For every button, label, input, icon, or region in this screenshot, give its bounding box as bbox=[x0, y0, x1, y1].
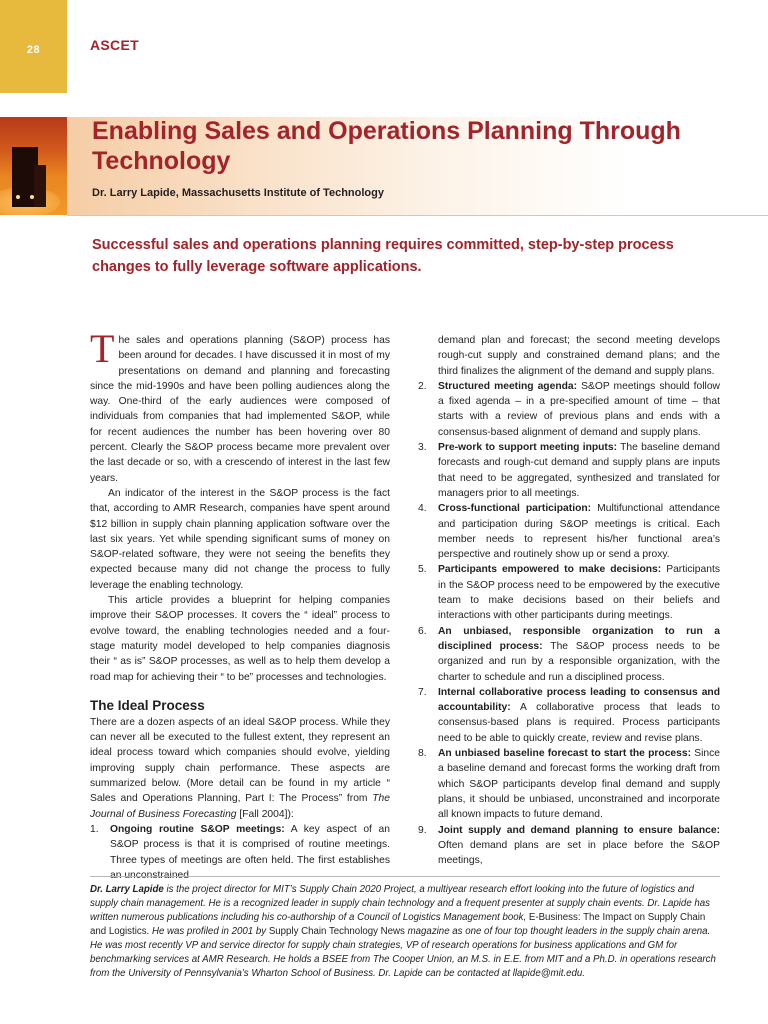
list-item-text: Often demand plans are set in place before the S&OP meetings, bbox=[438, 839, 720, 867]
list-item-heading: Internal collaborative process leading to consensus and accountability: bbox=[438, 686, 720, 714]
bio-divider bbox=[90, 876, 720, 877]
author-bio bbox=[90, 883, 720, 981]
section-label: ASCET bbox=[90, 37, 139, 53]
bio-text: magazine as one of four top thought leaders in the supply chain arena. He was most recently VP and service director for supply chain strategies, VP of research operations for business applications and GM for benchmarking services at AMR Research. He holds a BSEE from The Cooper Union, an M.S. in E.E. from MIT and a Ph.D. in operations research from the University of Pennsylvania’s Wharton School of Business. Dr. Lapide can be contacted at llapide@mit.edu. bbox=[90, 926, 716, 979]
bio-author-name: Dr. Larry Lapide bbox=[90, 884, 164, 895]
list-number: 1. bbox=[90, 823, 99, 835]
list-item-continued bbox=[418, 333, 720, 379]
intro-text: he sales and operations planning (S&OP) process has been around for decades. I have discussed it in most of my presentations on demand and planning and forecasting since the mid-1990s and have been polling audiences along the way. One-third of the early audiences were composed of individuals from companies that had implemented S&OP, while for recent audiences the number has been hovering over 80 percent. Clearly the S&OP process became more prevalent over the last decade or so, with a crescendo of interest in the last few years. bbox=[90, 335, 390, 484]
list-item-text: demand plan and forecast; the second meeting develops rough-cut supply and constrained demand plans; and the third finalizes the alignment of the demand and supply plans. bbox=[438, 335, 720, 377]
body-paragraph: This article provides a blueprint for helping companies improve their S&OP processes. It covers the “ ideal” process to evolve toward, the enabling technologies needed and a four-stage maturity model developed to help companies diagnosis their “ as is” S&OP processes, as well as to help them develop a road map for achieving their “ to be” processes and technologies. bbox=[90, 595, 390, 683]
body-paragraph bbox=[90, 715, 390, 822]
page-number: 28 bbox=[26, 44, 41, 56]
bio-text: is the project director for MIT’s Supply Chain 2020 Project, a multiyear research effort looking into the future of logistics and supply chain management. He is a recognized leader in supply chain technology and a frequent presenter at supply chain events. Dr. Lapide has written numerous publications including his co-authorship of a Council of Logistics Management book, bbox=[90, 884, 711, 923]
bio-magazine-title: Supply Chain Technology News bbox=[268, 926, 405, 937]
photo-truck-trailer bbox=[34, 165, 46, 207]
list-item bbox=[418, 562, 720, 623]
list-item-text: S&OP meetings should follow a fixed agenda – in a pre-specified amount of time – that starts with a review of previous plans and ends with a consensus-based alignment of demand and supply plans. bbox=[438, 380, 720, 438]
list-item bbox=[418, 501, 720, 562]
photo-headlight bbox=[16, 195, 20, 199]
intro-paragraph bbox=[90, 326, 390, 486]
list-item-heading: Cross-functional participation: bbox=[438, 503, 592, 515]
right-column bbox=[418, 333, 720, 868]
left-column bbox=[90, 326, 390, 883]
list-item-text: The S&OP process needs to be organized and run by a responsible organization, with the charter to schedule and run a disciplined process. bbox=[438, 640, 720, 683]
article-title: Enabling Sales and Operations Planning Through Technology bbox=[92, 117, 681, 175]
header-divider bbox=[67, 215, 768, 216]
body-paragraph: An indicator of the interest in the S&OP process is the fact that, according to AMR Research, companies have spent around $12 billion in supply chain planning application software over the last six years. Yet while spending significant sums of money on S&OP-related software, they were not seeing the benefits they expected because many did not change the process to fully leverage the enabling technology. bbox=[90, 487, 390, 591]
list-item-text: Since a baseline demand and forecast forms the working draft from which S&OP participants develop final demand and supply plans, it should be unbiased, unconstrained and incorporate all known impacts to future demand. bbox=[438, 748, 720, 821]
list-item-heading: Participants empowered to make decisions: bbox=[438, 564, 662, 576]
list-number: 5. bbox=[418, 564, 427, 576]
ideal-text: There are a dozen aspects of an ideal S&OP process. While they can never all be executed to the fullest extent, they represent an ideal process toward which companies should evolve, yielding improving supply chain performance. These aspects are summarized below. (More detail can be found in my article “ Sales and Operations Planning, Part I: The Process” from bbox=[90, 716, 390, 805]
list-item-text: Multifunctional attendance and participation during S&OP meetings is critical. Each member needs to represent his/her functional area’s perspective and routinely show up or send a proxy. bbox=[438, 503, 720, 561]
list-number: 7. bbox=[418, 686, 427, 698]
list-item-heading: An unbiased baseline forecast to start the process: bbox=[438, 748, 692, 760]
list-number: 9. bbox=[418, 824, 427, 836]
list-item bbox=[90, 822, 390, 883]
list-item-text: A key aspect of an S&OP process is that it is comprised of routine meetings. Three types of meetings are often held. The first establishes bbox=[110, 823, 390, 866]
list-item bbox=[418, 746, 720, 822]
bio-book-title: E-Business: The Impact on Supply Chain and Logistics. bbox=[90, 912, 706, 937]
list-item-heading: Structured meeting agenda: bbox=[438, 380, 578, 392]
list-item bbox=[418, 440, 720, 501]
list-item-heading: Pre-work to support meeting inputs: bbox=[438, 442, 618, 454]
list-item bbox=[418, 685, 720, 746]
list-number: 8. bbox=[418, 748, 427, 760]
section-heading: The Ideal Process bbox=[90, 697, 205, 713]
list-number: 6. bbox=[418, 625, 427, 637]
ideal-text-end: [Fall 2004]): bbox=[236, 808, 294, 820]
drop-cap: T bbox=[90, 326, 115, 371]
list-item-heading: An unbiased, responsible organization to run a disciplined process: bbox=[438, 625, 720, 652]
list-item bbox=[418, 379, 720, 440]
list-item bbox=[418, 823, 720, 869]
list-item-text: A collaborative process that leads to consensus-based plans is required. Process participants need to be able to quickly create, review and revise plans. bbox=[438, 702, 720, 744]
page-tab bbox=[0, 0, 67, 93]
list-item-text: The baseline demand forecasts and rough-cut demand and supply plans are inputs that need to be aggregated, synthesized and translated for managers prior to all meetings. bbox=[438, 442, 720, 499]
list-item-heading: Joint supply and demand planning to ensure balance: bbox=[438, 824, 720, 836]
list-number: 4. bbox=[418, 503, 427, 515]
photo-headlight bbox=[30, 195, 34, 199]
list-item bbox=[418, 624, 720, 685]
list-number: 3. bbox=[418, 442, 427, 454]
article-deck: Successful sales and operations planning requires committed, step-by-step process changes to fully leverage software applications. bbox=[92, 237, 674, 275]
list-item-heading: Ongoing routine S&OP meetings: bbox=[110, 823, 285, 835]
bio-text: He was profiled in 2001 by bbox=[149, 926, 269, 937]
article-byline: Dr. Larry Lapide, Massachusetts Institute of Technology bbox=[92, 187, 384, 199]
truck-photo bbox=[0, 117, 67, 215]
list-number: 2. bbox=[418, 380, 427, 392]
journal-title: The Journal of Business Forecasting bbox=[90, 793, 390, 820]
list-item-text: Participants in the S&OP process need to be empowered by the executive team to make decisions based on their beliefs and interactions with other participants during meetings. bbox=[438, 564, 720, 622]
